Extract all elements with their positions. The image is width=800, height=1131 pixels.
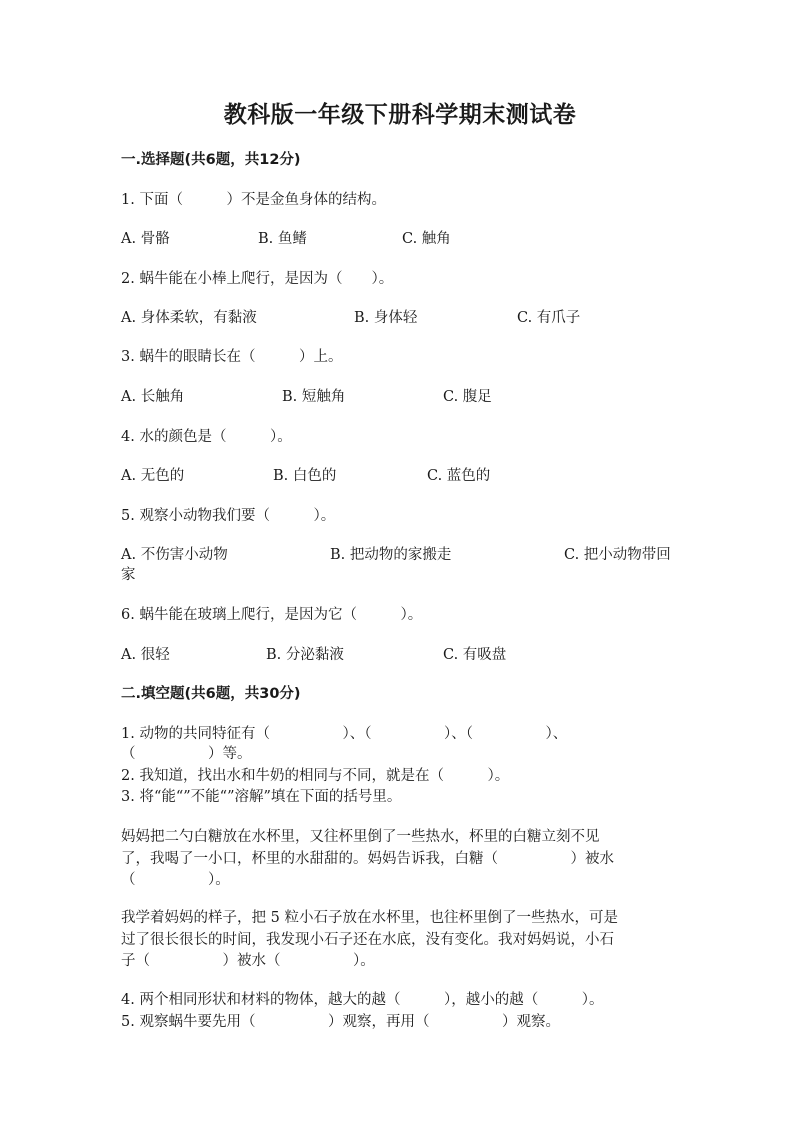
question-5-option-c-wrap: 家	[121, 567, 136, 583]
fill-line-7: （ ）。	[121, 872, 230, 888]
question-2-option-a[interactable]: A. 身体柔软，有黏液	[121, 310, 257, 326]
question-3-option-c[interactable]: C. 腹足	[443, 389, 492, 405]
fill-line-8: 我学着妈妈的样子，把 5 粒小石子放在水杯里，也往杯里倒了一些热水，可是	[121, 910, 618, 926]
question-3-option-b[interactable]: B. 短触角	[282, 389, 346, 405]
question-5-option-a[interactable]: A. 不伤害小动物	[121, 547, 228, 563]
fill-line-10: 子（ ）被水（ ）。	[121, 953, 375, 969]
question-1-stem: 1. 下面（ ）不是金鱼身体的结构。	[121, 192, 386, 208]
question-1-option-c[interactable]: C. 触角	[402, 231, 451, 247]
question-2-option-b[interactable]: B. 身体轻	[354, 310, 418, 326]
question-2-option-c[interactable]: C. 有爪子	[517, 310, 581, 326]
section-heading-choice: 一.选择题(共6题，共12分)	[121, 152, 301, 168]
fill-line-1: 1. 动物的共同特征有（ ）、（ ）、（ ）、	[121, 726, 568, 742]
question-4-stem: 4. 水的颜色是（ ）。	[121, 429, 292, 445]
question-3-stem: 3. 蜗牛的眼睛长在（ ）上。	[121, 349, 343, 365]
fill-line-12: 5. 观察蜗牛要先用（ ）观察，再用（ ）观察。	[121, 1014, 560, 1030]
question-6-option-a[interactable]: A. 很轻	[121, 647, 170, 663]
fill-line-6: 了，我喝了一小口，杯里的水甜甜的。妈妈告诉我，白糖（ ）被水	[121, 851, 614, 867]
question-5-stem: 5. 观察小动物我们要（ ）。	[121, 508, 336, 524]
fill-line-4: 3. 将“能“”不能“”溶解”填在下面的括号里。	[121, 789, 402, 805]
question-6-stem: 6. 蜗牛能在玻璃上爬行，是因为它（ ）。	[121, 607, 423, 623]
question-1-option-b[interactable]: B. 鱼鳍	[258, 231, 307, 247]
question-4-option-b[interactable]: B. 白色的	[273, 468, 337, 484]
fill-line-2: （ ）等。	[121, 746, 252, 762]
question-6-option-b[interactable]: B. 分泌黏液	[266, 647, 344, 663]
fill-line-11: 4. 两个相同形状和材料的物体，越大的越（ ），越小的越（ ）。	[121, 992, 604, 1008]
page-title: 教科版一年级下册科学期末测试卷	[223, 102, 577, 128]
question-4-option-a[interactable]: A. 无色的	[121, 468, 185, 484]
question-4-option-c[interactable]: C. 蓝色的	[427, 468, 491, 484]
fill-line-3: 2. 我知道，找出水和牛奶的相同与不同，就是在（ ）。	[121, 768, 510, 784]
question-5-option-b[interactable]: B. 把动物的家搬走	[330, 547, 452, 563]
fill-line-5: 妈妈把二勺白糖放在水杯里，又往杯里倒了一些热水，杯里的白糖立刻不见	[121, 829, 600, 845]
question-5-option-c[interactable]: C. 把小动物带回	[564, 547, 671, 563]
question-1-option-a[interactable]: A. 骨骼	[121, 231, 170, 247]
question-2-stem: 2. 蜗牛能在小棒上爬行，是因为（ ）。	[121, 271, 394, 287]
question-3-option-a[interactable]: A. 长触角	[121, 389, 185, 405]
question-6-option-c[interactable]: C. 有吸盘	[443, 647, 507, 663]
fill-line-9: 过了很长很长的时间，我发现小石子还在水底，没有变化。我对妈妈说，小石	[121, 932, 614, 948]
section-heading-fill: 二.填空题(共6题，共30分)	[121, 686, 301, 702]
